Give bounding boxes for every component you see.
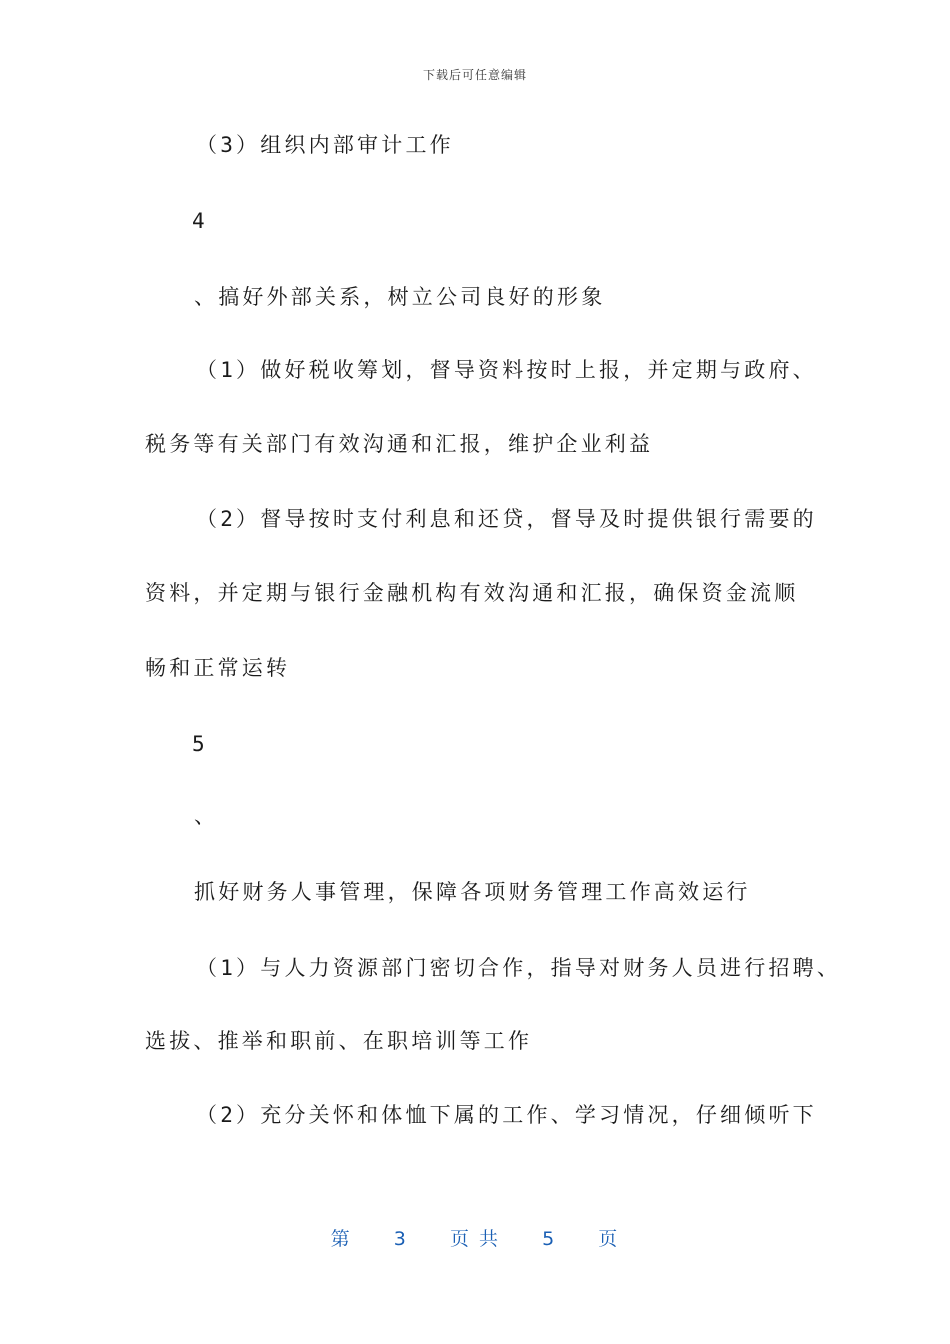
body-line: 选拔、推举和职前、在职培训等工作 — [145, 1029, 533, 1053]
page-number-footer — [0, 1224, 950, 1251]
body-line: 5 — [192, 732, 208, 756]
body-line: 4 — [192, 209, 208, 233]
body-line: （3）组织内部审计工作 — [196, 133, 454, 157]
body-line: （1）做好税收筹划，督导资料按时上报，并定期与政府、 — [196, 358, 817, 382]
body-line: （1）与人力资源部门密切合作，指导对财务人员进行招聘、 — [196, 956, 842, 980]
body-line: 税务等有关部门有效沟通和汇报，维护企业利益 — [145, 432, 654, 456]
page-total: 5 — [542, 1228, 557, 1250]
page-suffix: 页 — [598, 1228, 620, 1250]
body-line: 抓好财务人事管理，保障各项财务管理工作高效运行 — [194, 880, 751, 904]
body-line: （2）督导按时支付利息和还贷，督导及时提供银行需要的 — [196, 507, 817, 531]
page-mid: 页 共 — [449, 1228, 501, 1250]
body-line: （2）充分关怀和体恤下属的工作、学习情况，仔细倾听下 — [196, 1103, 817, 1127]
body-line: 畅和正常运转 — [145, 656, 291, 680]
body-line: 、搞好外部关系，树立公司良好的形象 — [194, 285, 606, 309]
page-current: 3 — [393, 1228, 408, 1250]
body-line: 、 — [194, 804, 219, 828]
body-line: 资料，并定期与银行金融机构有效沟通和汇报，确保资金流顺 — [145, 581, 799, 605]
header-note: 下载后可任意编辑 — [422, 68, 527, 82]
page-prefix: 第 — [330, 1228, 352, 1250]
